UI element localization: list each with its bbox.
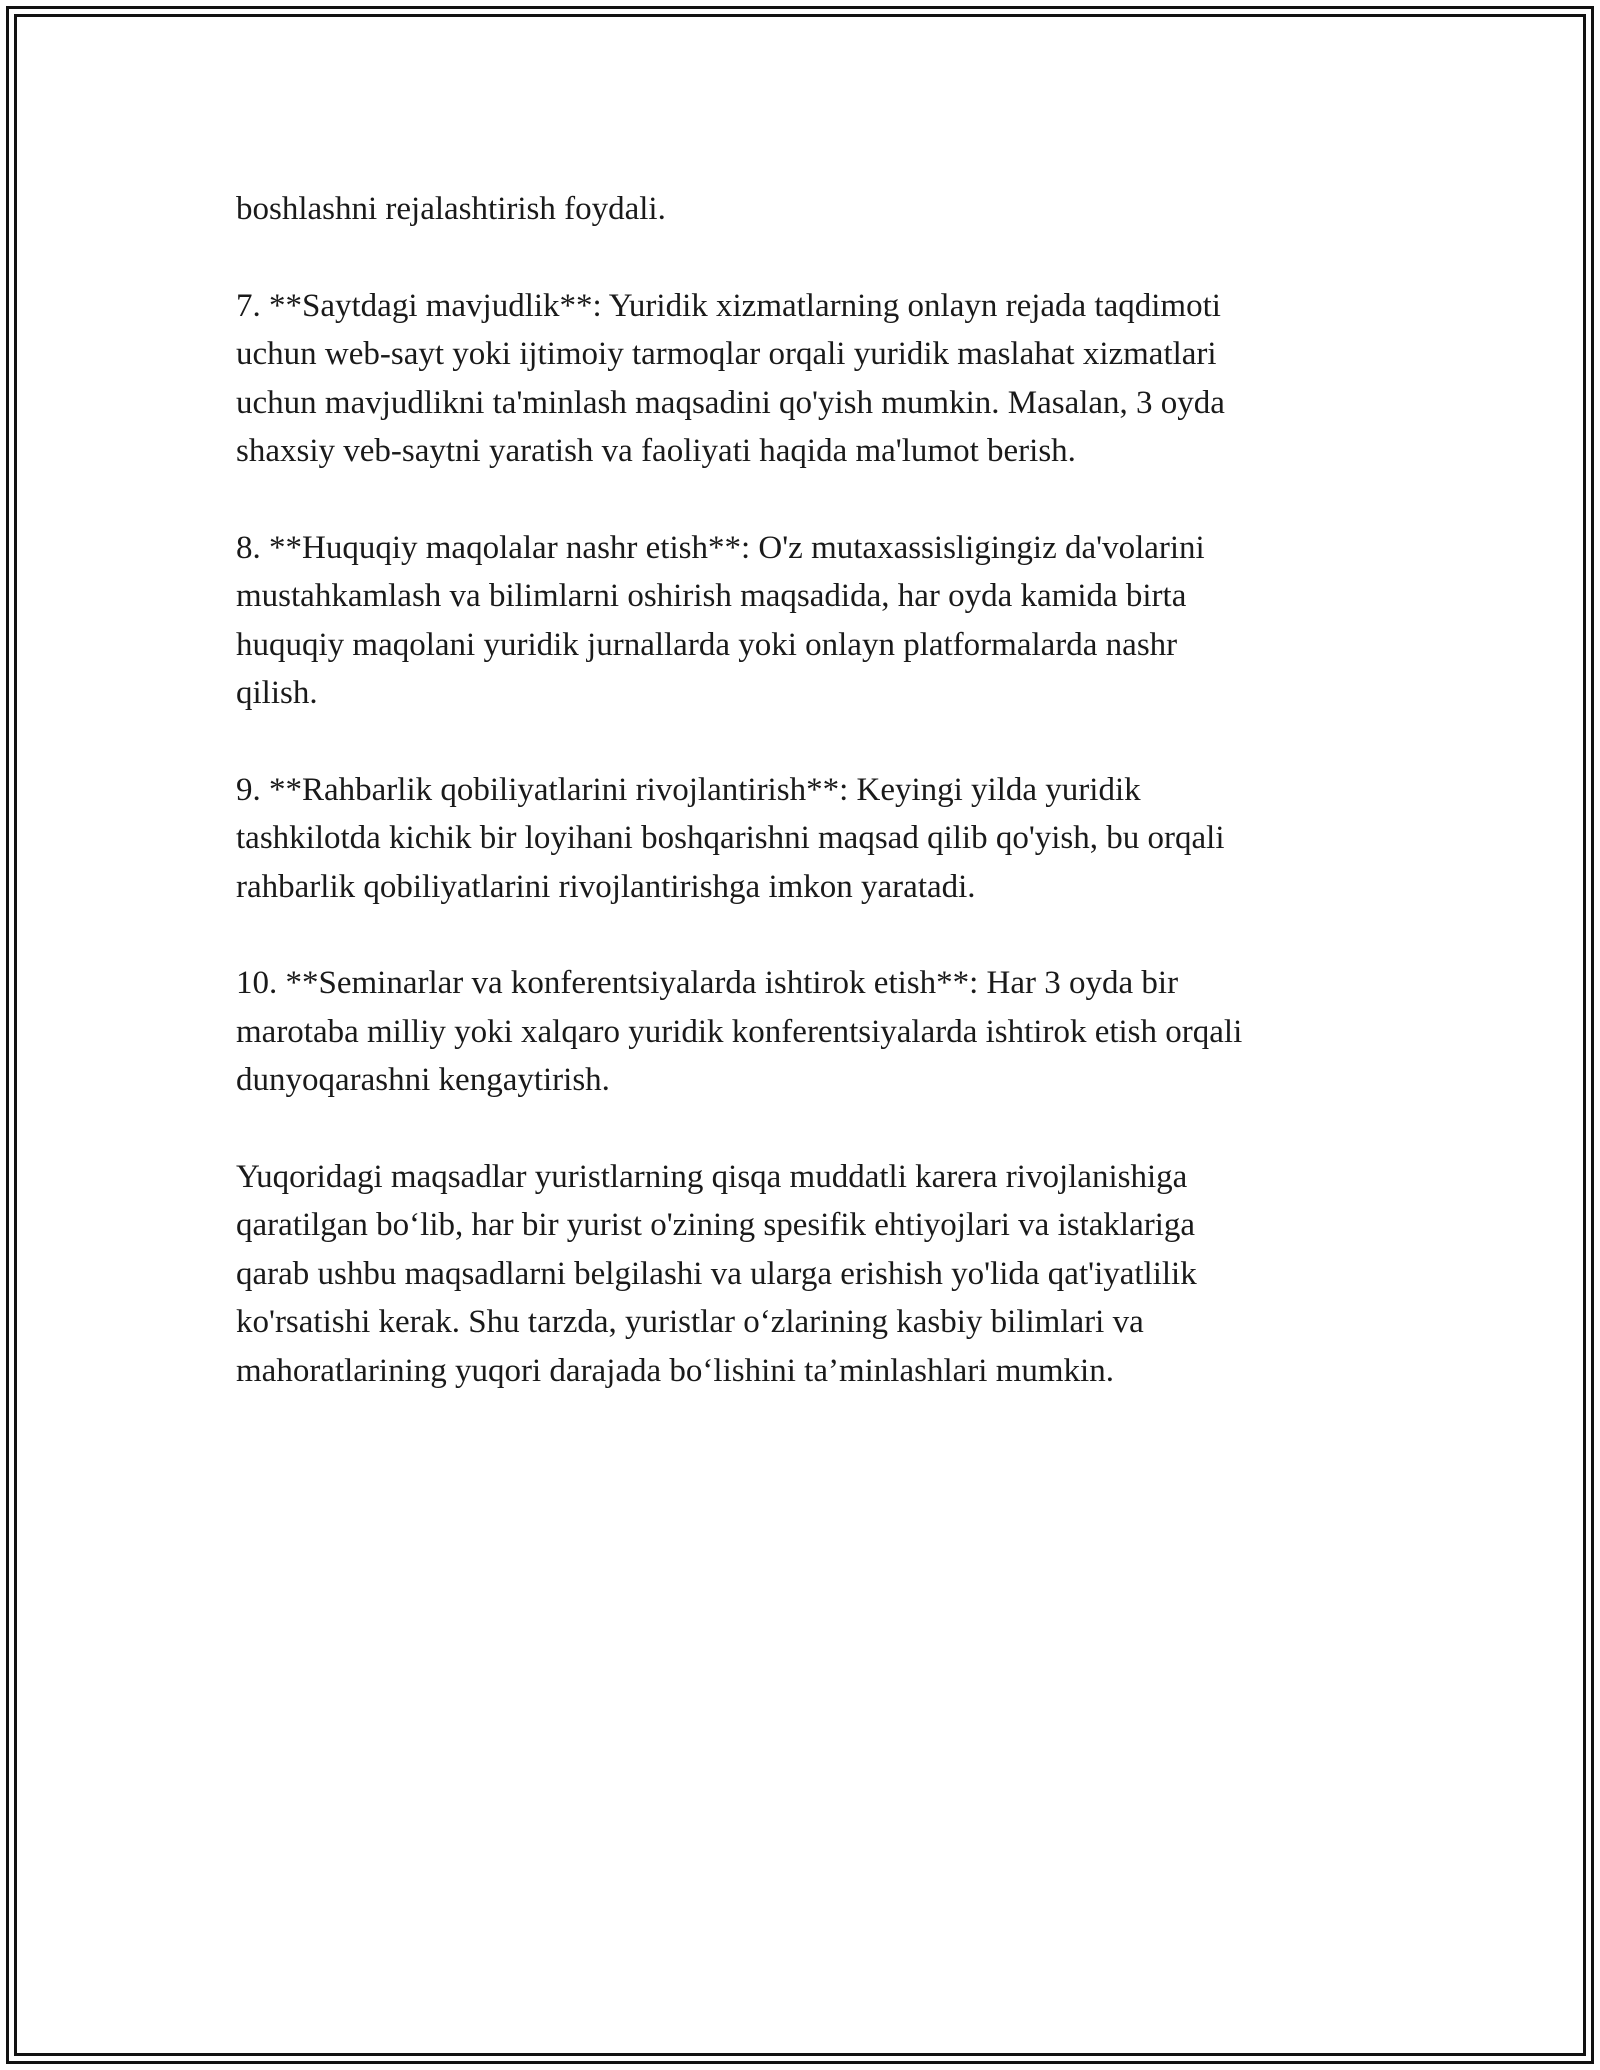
text-line: mahoratlarining yuqori darajada bo‘lishini ta’minlashlari mumkin. <box>236 1352 1114 1389</box>
document-body <box>236 185 1371 1443</box>
paragraph-item-8 <box>236 524 1371 718</box>
text-line: Yuqoridagi maqsadlar yuristlarning qisqa muddatli karera rivojlanishiga <box>236 1159 1188 1196</box>
text-line: ko'rsatishi kerak. Shu tarzda, yuristlar o‘zlarining kasbiy bilimlari va <box>236 1304 1144 1341</box>
text-line: huquqiy maqolani yuridik jurnallarda yoki onlayn platformalarda nashr <box>236 626 1178 663</box>
text-line: tashkilotda kichik bir loyihani boshqarishni maqsad qilib qo'yish, bu orqali <box>236 820 1225 857</box>
text-line: rahbarlik qobiliyatlarini rivojlantirishga imkon yaratadi. <box>236 868 976 905</box>
text-line: marotaba milliy yoki xalqaro yuridik konferentsiyalarda ishtirok etish orqali <box>236 1013 1243 1050</box>
paragraph-intro-tail <box>236 185 1371 233</box>
text-line: shaxsiy veb-saytni yaratish va faoliyati haqida ma'lumot berish. <box>236 433 1076 470</box>
text-line: uchun web-sayt yoki ijtimoiy tarmoqlar orqali yuridik maslahat xizmatlari <box>236 336 1217 373</box>
text-line: boshlashni rejalashtirish foydali. <box>236 191 666 227</box>
paragraph-item-10 <box>236 959 1371 1104</box>
paragraph-conclusion <box>236 1153 1371 1395</box>
text-line: qaratilgan bo‘lib, har bir yurist o'zining spesifik ehtiyojlari va istaklariga <box>236 1207 1196 1244</box>
text-line: 10. **Seminarlar va konferentsiyalarda ishtirok etish**: Har 3 oyda bir <box>236 965 1179 1002</box>
text-line: dunyoqarashni kengaytirish. <box>236 1062 610 1099</box>
text-line: qarab ushbu maqsadlarni belgilashi va ularga erishish yo'lida qat'iyatlilik <box>236 1255 1197 1292</box>
text-line: 8. **Huquqiy maqolalar nashr etish**: O'z mutaxassisligingiz da'volarini <box>236 529 1205 566</box>
text-line: uchun mavjudlikni ta'minlash maqsadini qo'yish mumkin. Masalan, 3 oyda <box>236 384 1225 421</box>
text-line: qilish. <box>236 675 318 712</box>
text-line: 7. **Saytdagi mavjudlik**: Yuridik xizmatlarning onlayn rejada taqdimoti <box>236 287 1221 324</box>
text-line: 9. **Rahbarlik qobiliyatlarini rivojlantirish**: Keyingi yilda yuridik <box>236 771 1141 808</box>
text-line: mustahkamlash va bilimlarni oshirish maqsadida, har oyda kamida birta <box>236 578 1187 615</box>
paragraph-item-7 <box>236 282 1371 476</box>
paragraph-item-9 <box>236 766 1371 911</box>
